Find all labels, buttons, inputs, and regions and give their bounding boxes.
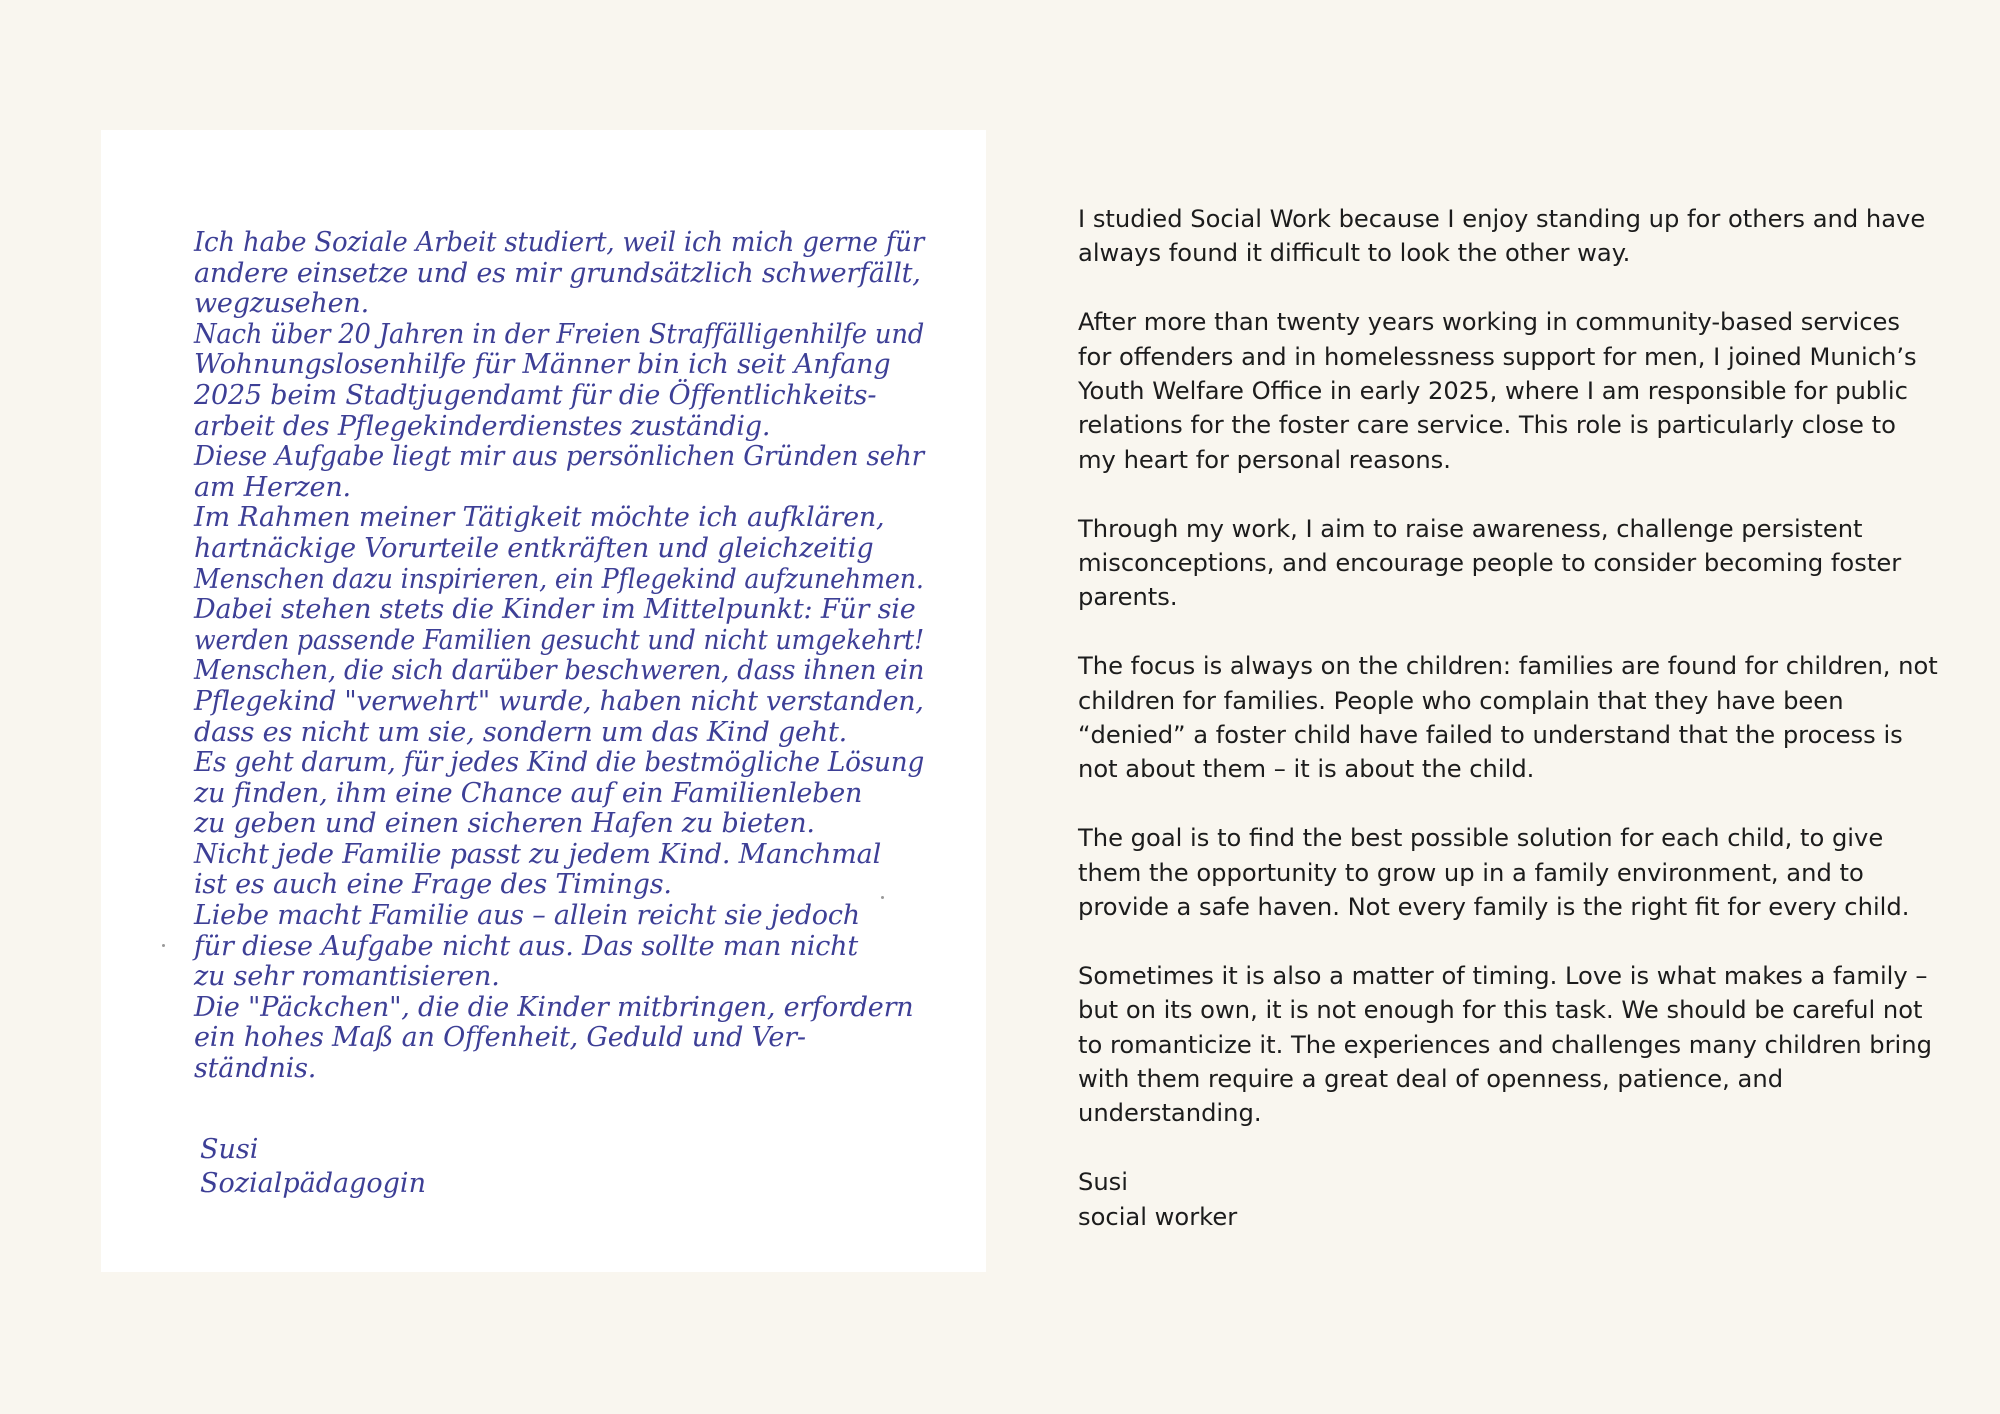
translation-paragraph: Through my work, I aim to raise awareness, challenge persistent misconceptions, and encourage people to consider becoming foster parents. (1078, 514, 1902, 612)
handwritten-letter-scan (101, 130, 986, 1272)
handwritten-line: Im Rahmen meiner Tätigkeit möchte ich aufklären, (194, 502, 885, 534)
translation-paragraph: The goal is to find the best possible solution for each child, to give them the opportunity to grow up in a family environment, and to provide a safe haven. Not every family is the right fit for every child. (1078, 824, 1910, 922)
translation-signature-role: social worker (1078, 1202, 1238, 1231)
handwritten-line: wegzusehen. (194, 288, 369, 320)
handwritten-text (194, 228, 926, 1085)
handwritten-line: ist es auch eine Frage des Timings. (194, 869, 672, 901)
handwritten-line: 2025 beim Stadtjugendamt für die Öffentlichkeits- (194, 379, 877, 411)
handwritten-line: Nicht jede Familie passt zu jedem Kind. Manchmal (194, 838, 882, 870)
translation-paragraph: The focus is always on the children: families are found for children, not children for families. People who complain that they have been “denied” a foster child have failed to understand that the process is not about them – it is about the child. (1078, 652, 1938, 784)
handwritten-line: zu geben und einen sicheren Hafen zu bieten. (194, 808, 815, 840)
handwritten-line: Liebe macht Familie aus – allein reicht sie jedoch (194, 900, 860, 932)
handwritten-line: Dabei stehen stets die Kinder im Mittelpunkt: Für sie (194, 594, 916, 626)
translation-paragraph: After more than twenty years working in community-based services for offenders and in homelessness support for men, I joined Munich’s Youth Welfare Office in early 2025, where I am responsible for public relations for the foster care service. This role is particularly close to my heart for personal reasons. (1078, 308, 1917, 474)
translation-signature-name: Susi (1078, 1168, 1129, 1197)
handwritten-line: andere einsetze und es mir grundsätzlich schwerfällt, (194, 257, 921, 289)
handwritten-line: Pflegekind "verwehrt" wurde, haben nicht verstanden, (194, 685, 924, 717)
handwritten-line: dass es nicht um sie, sondern um das Kind geht. (194, 716, 848, 748)
handwritten-signature (200, 1133, 926, 1201)
handwritten-line: Nach über 20 Jahren in der Freien Straffälligenhilfe und (194, 318, 925, 350)
english-translation (1078, 202, 1938, 1234)
handwritten-line: ständnis. (194, 1053, 317, 1085)
handwritten-line: arbeit des Pflegekinderdienstes zuständig. (194, 410, 771, 442)
handwritten-line: Wohnungslosenhilfe für Männer bin ich seit Anfang (194, 349, 891, 381)
handwritten-line: ein hohes Maß an Offenheit, Geduld und Ver- (194, 1022, 806, 1054)
handwritten-line: Es geht darum, für jedes Kind die bestmögliche Lösung (194, 747, 925, 779)
handwritten-line: zu finden, ihm eine Chance auf ein Familienleben (194, 777, 863, 809)
translation-paragraph: I studied Social Work because I enjoy standing up for others and have always found it difficult to look the other way. (1078, 205, 1926, 268)
handwritten-line: am Herzen. (194, 471, 351, 503)
signature-name: Susi (200, 1133, 259, 1165)
paper-speck (162, 944, 165, 947)
handwritten-line: Diese Aufgabe liegt mir aus persönlichen Gründen sehr (194, 441, 925, 473)
translation-paragraph: Sometimes it is also a matter of timing. Love is what makes a family – but on its own, it is not enough for this task. We should be careful not to romanticize it. The experiences and challenges many children bring with them require a great deal of openness, patience, and understanding. (1078, 961, 1932, 1128)
handwritten-line: Menschen dazu inspirieren, ein Pflegekind aufzunehmen. (194, 563, 924, 595)
handwritten-line: zu sehr romantisieren. (194, 961, 500, 993)
paper-speck (881, 896, 884, 899)
handwritten-line: Die "Päckchen", die die Kinder mitbringen, erfordern (194, 991, 914, 1023)
signature-role: Sozialpädagogin (200, 1167, 426, 1199)
handwritten-line: werden passende Familien gesucht und nicht umgekehrt! (194, 624, 924, 656)
handwritten-line: für diese Aufgabe nicht aus. Das sollte man nicht (194, 930, 859, 962)
handwritten-line: hartnäckige Vorurteile entkräften und gleichzeitig (194, 532, 874, 564)
handwritten-line: Menschen, die sich darüber beschweren, dass ihnen ein (194, 655, 925, 687)
handwritten-line: Ich habe Soziale Arbeit studiert, weil ich mich gerne für (194, 227, 925, 258)
